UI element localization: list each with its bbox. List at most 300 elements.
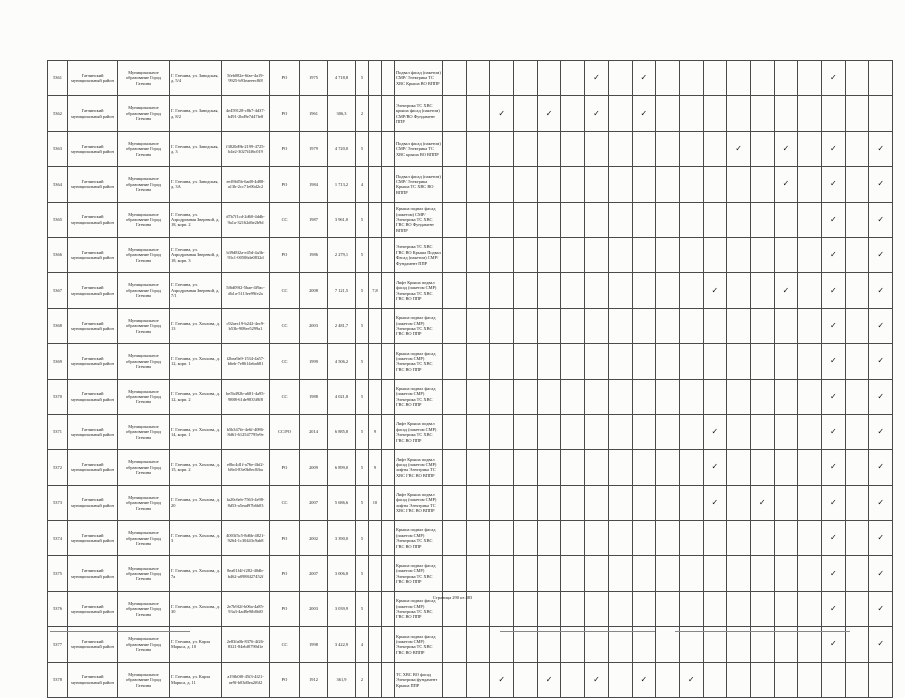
empty-cell: [727, 414, 751, 449]
lift-count-cell: [369, 61, 382, 96]
area-cell: 7 121,5: [328, 273, 356, 308]
empty-cell: [750, 379, 774, 414]
works-cell: Лифт Крыша подвал фасад (пакетом СМР) Электрика ТС ХВС ГВС ВО ППР: [395, 273, 443, 308]
address-cell: Г. Гатчина, ул. Хохлова, д. 3: [170, 521, 222, 556]
check-mark-icon: ✓: [829, 73, 837, 83]
empty-cell: [514, 237, 538, 272]
owner-cell: Муниципальное образование Город Гатчина: [118, 344, 170, 379]
empty-cell: [466, 273, 490, 308]
district-cell: Гатчинский муниципальный район: [68, 273, 118, 308]
works-cell: Подвал фасад (пакетом) СМР/ Электрика Крыша ТС ХВС ВО ВППР: [395, 167, 443, 202]
empty-cell: [727, 237, 751, 272]
check-mark-icon: ✓: [877, 497, 885, 507]
floors-cell: 4: [356, 167, 369, 202]
empty-cell: [798, 167, 822, 202]
check-cell: [869, 627, 893, 662]
check-cell: [585, 96, 609, 131]
empty-cell: [561, 379, 585, 414]
check-mark-icon: ✓: [640, 674, 648, 684]
check-mark-icon: ✓: [640, 73, 648, 83]
wall-material-cell: СС: [270, 627, 300, 662]
bottom-rule-right: [675, 631, 850, 632]
check-mark-icon: ✓: [498, 674, 506, 684]
lift-count-cell: [369, 131, 382, 166]
check-mark-icon: ✓: [711, 497, 719, 507]
address-cell: Г. Гатчина, ул. Заводская, д. 3: [170, 131, 222, 166]
district-cell: Гатчинский муниципальный район: [68, 521, 118, 556]
wall-material-cell: РО: [270, 662, 300, 697]
empty-cell: [679, 202, 703, 237]
empty-cell: [656, 308, 680, 343]
empty-cell: [632, 344, 656, 379]
lift-count-cell: 10: [369, 485, 382, 520]
empty-cell: [585, 450, 609, 485]
empty-cell: [537, 556, 561, 591]
empty-cell: [537, 450, 561, 485]
works-cell: Подвал фасад (пакетом) СМР/ Электрика ТС ХВС крыша ВО ВППР: [395, 131, 443, 166]
table-row: [48, 96, 893, 131]
empty-cell: [750, 414, 774, 449]
check-mark-icon: ✓: [782, 285, 790, 295]
check-mark-icon: ✓: [829, 285, 837, 295]
empty-cell: [382, 273, 395, 308]
works-cell: Крыша подвал фасад (пакетом СМР) Электрика ТС ХВС ГВС ВО ВППР: [395, 627, 443, 662]
empty-cell: [727, 521, 751, 556]
empty-cell: [382, 167, 395, 202]
owner-cell: Муниципальное образование Город Гатчина: [118, 273, 170, 308]
guid-cell: b39d8f2a-e45d-4a3b-93c1-00506de0832d: [222, 237, 270, 272]
empty-cell: [466, 96, 490, 131]
empty-cell: [466, 167, 490, 202]
floors-cell: 2: [356, 96, 369, 131]
guid-cell: f2bea9a9-1534-4a57-b6eb-7e8614eba681: [222, 344, 270, 379]
build-year-cell: 1986: [300, 237, 328, 272]
empty-cell: [632, 556, 656, 591]
check-mark-icon: ✓: [877, 604, 885, 614]
empty-cell: [514, 273, 538, 308]
empty-cell: [443, 273, 467, 308]
empty-cell: [466, 414, 490, 449]
area-cell: 306,3: [328, 96, 356, 131]
empty-cell: [537, 627, 561, 662]
empty-cell: [774, 237, 798, 272]
build-year-cell: 2002: [300, 521, 328, 556]
lift-count-cell: 9: [369, 450, 382, 485]
check-mark-icon: ✓: [829, 250, 837, 260]
lift-count-cell: [369, 556, 382, 591]
district-cell: Гатчинский муниципальный район: [68, 662, 118, 697]
empty-cell: [869, 61, 893, 96]
empty-cell: [750, 273, 774, 308]
check-mark-icon: ✓: [687, 674, 695, 684]
empty-cell: [561, 662, 585, 697]
check-cell: [822, 237, 846, 272]
check-cell: [869, 556, 893, 591]
row-number: 5373: [48, 485, 68, 520]
wall-material-cell: РО: [270, 521, 300, 556]
row-number: 5368: [48, 308, 68, 343]
guid-cell: f3820d9b-2199-4725-b4e2-3027f4f6c019: [222, 131, 270, 166]
check-mark-icon: ✓: [829, 356, 837, 366]
empty-cell: [537, 521, 561, 556]
wall-material-cell: РО: [270, 591, 300, 626]
empty-cell: [537, 202, 561, 237]
check-cell: [632, 662, 656, 697]
empty-cell: [845, 61, 869, 96]
build-year-cell: 2007: [300, 485, 328, 520]
check-mark-icon: ✓: [877, 143, 885, 153]
district-cell: Гатчинский муниципальный район: [68, 61, 118, 96]
empty-cell: [466, 521, 490, 556]
empty-cell: [679, 96, 703, 131]
empty-cell: [727, 202, 751, 237]
check-cell: [822, 167, 846, 202]
wall-material-cell: РО: [270, 237, 300, 272]
floors-cell: 5: [356, 237, 369, 272]
floors-cell: 5: [356, 485, 369, 520]
empty-cell: [656, 273, 680, 308]
build-year-cell: 1912: [300, 662, 328, 697]
empty-cell: [514, 96, 538, 131]
wall-material-cell: СС: [270, 379, 300, 414]
empty-cell: [537, 237, 561, 272]
area-cell: 2 481,7: [328, 308, 356, 343]
check-mark-icon: ✓: [829, 214, 837, 224]
check-mark-icon: ✓: [829, 568, 837, 578]
empty-cell: [443, 61, 467, 96]
empty-cell: [845, 273, 869, 308]
empty-cell: [774, 379, 798, 414]
floors-cell: 4: [356, 627, 369, 662]
check-cell: [822, 556, 846, 591]
empty-cell: [490, 237, 514, 272]
check-cell: [822, 379, 846, 414]
empty-cell: [632, 414, 656, 449]
check-cell: [822, 308, 846, 343]
empty-cell: [632, 450, 656, 485]
empty-cell: [656, 61, 680, 96]
empty-cell: [514, 414, 538, 449]
empty-cell: [845, 414, 869, 449]
empty-cell: [561, 521, 585, 556]
empty-cell: [466, 450, 490, 485]
table-row: [48, 556, 893, 591]
empty-cell: [537, 308, 561, 343]
owner-cell: Муниципальное образование Город Гатчина: [118, 237, 170, 272]
empty-cell: [679, 61, 703, 96]
owner-cell: Муниципальное образование Город Гатчина: [118, 61, 170, 96]
empty-cell: [822, 662, 846, 697]
empty-cell: [679, 485, 703, 520]
district-cell: Гатчинский муниципальный район: [68, 485, 118, 520]
empty-cell: [585, 379, 609, 414]
check-cell: [632, 61, 656, 96]
build-year-cell: 1998: [300, 627, 328, 662]
check-cell: [822, 450, 846, 485]
check-mark-icon: ✓: [593, 108, 600, 118]
table-row: [48, 344, 893, 379]
empty-cell: [632, 521, 656, 556]
row-number: 5369: [48, 344, 68, 379]
empty-cell: [608, 521, 632, 556]
check-mark-icon: ✓: [829, 320, 837, 330]
district-cell: Гатчинский муниципальный район: [68, 237, 118, 272]
empty-cell: [845, 308, 869, 343]
empty-cell: [798, 202, 822, 237]
owner-cell: Муниципальное образование Город Гатчина: [118, 414, 170, 449]
build-year-cell: 2009: [300, 450, 328, 485]
wall-material-cell: РО: [270, 556, 300, 591]
check-mark-icon: ✓: [877, 533, 885, 543]
empty-cell: [727, 485, 751, 520]
floors-cell: 5: [356, 414, 369, 449]
district-cell: Гатчинский муниципальный район: [68, 591, 118, 626]
build-year-cell: 2007: [300, 556, 328, 591]
check-mark-icon: ✓: [829, 143, 837, 153]
empty-cell: [490, 61, 514, 96]
empty-cell: [774, 202, 798, 237]
empty-cell: [382, 96, 395, 131]
check-cell: [822, 202, 846, 237]
district-cell: Гатчинский муниципальный район: [68, 414, 118, 449]
empty-cell: [798, 414, 822, 449]
check-cell: [632, 96, 656, 131]
empty-cell: [561, 414, 585, 449]
address-cell: Г. Гатчина, ул. Карла Маркса, д. 11: [170, 662, 222, 697]
empty-cell: [774, 627, 798, 662]
table-row: [48, 414, 893, 449]
area-cell: 4 720,0: [328, 131, 356, 166]
address-cell: Г. Гатчина, ул. Хохлова, д. 7а: [170, 556, 222, 591]
wall-material-cell: РО: [270, 131, 300, 166]
empty-cell: [750, 167, 774, 202]
empty-cell: [656, 344, 680, 379]
check-mark-icon: ✓: [545, 108, 553, 118]
empty-cell: [845, 627, 869, 662]
works-cell: Крыша подвал фасад (пакетом СМР) Электрика ТС ХВС ГВС ВО ППР: [395, 521, 443, 556]
empty-cell: [798, 61, 822, 96]
empty-cell: [798, 521, 822, 556]
check-cell: [703, 414, 727, 449]
wall-material-cell: СС: [270, 273, 300, 308]
guid-cell: 4e459128-c8b7-4d37-b491-2bd9e7d47fe8: [222, 96, 270, 131]
check-cell: [869, 450, 893, 485]
empty-cell: [514, 202, 538, 237]
area-cell: 1 713,2: [328, 167, 356, 202]
wall-material-cell: РО: [270, 450, 300, 485]
district-cell: Гатчинский муниципальный район: [68, 556, 118, 591]
empty-cell: [490, 450, 514, 485]
build-year-cell: 1979: [300, 131, 328, 166]
check-mark-icon: ✓: [640, 108, 648, 118]
check-cell: [490, 96, 514, 131]
owner-cell: Муниципальное образование Город Гатчина: [118, 379, 170, 414]
check-cell: [822, 61, 846, 96]
empty-cell: [845, 662, 869, 697]
row-number: 5378: [48, 662, 68, 697]
area-cell: 3 039,9: [328, 591, 356, 626]
empty-cell: [632, 202, 656, 237]
works-cell: Крыша подвал фасад (пакетом СМР) Электрика ТС ХВС ГВС ВО ППР: [395, 556, 443, 591]
row-number: 5361: [48, 61, 68, 96]
wall-material-cell: РО: [270, 167, 300, 202]
check-cell: [679, 662, 703, 697]
empty-cell: [561, 556, 585, 591]
check-mark-icon: ✓: [877, 356, 885, 366]
empty-cell: [679, 556, 703, 591]
empty-cell: [774, 414, 798, 449]
address-cell: Г. Гатчина, ул. Аэродромная Зверевой, д. 18, корп. 2: [170, 202, 222, 237]
bottom-rule-middle: [500, 631, 655, 632]
check-mark-icon: ✓: [829, 639, 837, 649]
check-mark-icon: ✓: [877, 462, 885, 472]
empty-cell: [632, 485, 656, 520]
check-cell: [822, 521, 846, 556]
wall-material-cell: СС: [270, 202, 300, 237]
empty-cell: [703, 556, 727, 591]
empty-cell: [822, 96, 846, 131]
empty-cell: [632, 379, 656, 414]
guid-cell: 5f6d09f2-5bae-4f9ac-db1a-5113ee99fe2a: [222, 273, 270, 308]
guid-cell: b5b347fe-4e6f-4086-8d61-612547795e9e: [222, 414, 270, 449]
row-number: 5376: [48, 591, 68, 626]
lift-count-cell: [369, 379, 382, 414]
guid-cell: d7b7f1cd-2d60-4ddb-9a1a-32162d6e2b9d: [222, 202, 270, 237]
check-mark-icon: ✓: [711, 462, 719, 472]
empty-cell: [750, 61, 774, 96]
check-cell: [822, 344, 846, 379]
check-cell: [822, 273, 846, 308]
district-cell: Гатчинский муниципальный район: [68, 379, 118, 414]
empty-cell: [774, 61, 798, 96]
check-cell: [822, 627, 846, 662]
empty-cell: [514, 627, 538, 662]
wall-material-cell: СС/РО: [270, 414, 300, 449]
empty-cell: [608, 308, 632, 343]
row-number: 5375: [48, 556, 68, 591]
empty-cell: [466, 308, 490, 343]
lift-count-cell: 9: [369, 414, 382, 449]
row-number: 5367: [48, 273, 68, 308]
row-number: 5364: [48, 167, 68, 202]
check-cell: [774, 167, 798, 202]
empty-cell: [703, 308, 727, 343]
empty-cell: [798, 662, 822, 697]
empty-cell: [656, 662, 680, 697]
guid-cell: fa20c6eb-7563-4e98-8d53-a5ead97b6b03: [222, 485, 270, 520]
floors-cell: 5: [356, 273, 369, 308]
empty-cell: [679, 308, 703, 343]
empty-cell: [727, 662, 751, 697]
check-cell: [869, 485, 893, 520]
empty-cell: [514, 167, 538, 202]
empty-cell: [382, 308, 395, 343]
area-cell: 361,9: [328, 662, 356, 697]
address-cell: Г. Гатчина, ул. Аэродромная Зверевой, д. 7/1: [170, 273, 222, 308]
table-row: [48, 61, 893, 96]
check-cell: [869, 202, 893, 237]
empty-cell: [466, 237, 490, 272]
empty-cell: [537, 273, 561, 308]
empty-cell: [703, 167, 727, 202]
empty-cell: [679, 167, 703, 202]
empty-cell: [679, 344, 703, 379]
table-row: [48, 308, 893, 343]
check-cell: [869, 521, 893, 556]
empty-cell: [798, 96, 822, 131]
empty-cell: [632, 237, 656, 272]
empty-cell: [490, 556, 514, 591]
empty-cell: [466, 627, 490, 662]
table-row: [48, 237, 893, 272]
table-row: [48, 485, 893, 520]
build-year-cell: 1984: [300, 167, 328, 202]
owner-cell: Муниципальное образование Город Гатчина: [118, 591, 170, 626]
check-mark-icon: ✓: [545, 674, 553, 684]
district-cell: Гатчинский муниципальный район: [68, 167, 118, 202]
empty-cell: [585, 521, 609, 556]
empty-cell: [561, 202, 585, 237]
build-year-cell: 2008: [300, 273, 328, 308]
empty-cell: [561, 96, 585, 131]
empty-cell: [727, 344, 751, 379]
owner-cell: Муниципальное образование Город Гатчина: [118, 96, 170, 131]
area-cell: 3 390,0: [328, 521, 356, 556]
empty-cell: [490, 379, 514, 414]
works-cell: Лифт Крыша подвал фасад (пакетом СМР) лифты Электрика ТС ХВС ГВС ВО ВППР: [395, 485, 443, 520]
check-mark-icon: ✓: [877, 320, 885, 330]
guid-cell: a19fb0f0-45f3-4f21-ae9f-b03d0ea2f6f2: [222, 662, 270, 697]
empty-cell: [869, 662, 893, 697]
empty-cell: [727, 379, 751, 414]
empty-cell: [750, 96, 774, 131]
empty-cell: [703, 96, 727, 131]
check-cell: [750, 485, 774, 520]
empty-cell: [514, 450, 538, 485]
guid-cell: 4003f5c5-8d6b-4821-9264-1c30443c9ab8: [222, 521, 270, 556]
empty-cell: [382, 556, 395, 591]
empty-cell: [656, 237, 680, 272]
empty-cell: [727, 167, 751, 202]
empty-cell: [585, 556, 609, 591]
check-mark-icon: ✓: [877, 285, 885, 295]
works-cell: Подвал фасад (пакетом) СМР/ Электрика ТС ХВС Крыша ВО ВППР: [395, 61, 443, 96]
check-mark-icon: ✓: [735, 143, 742, 153]
empty-cell: [750, 627, 774, 662]
area-cell: 5 686,6: [328, 485, 356, 520]
empty-cell: [585, 237, 609, 272]
register-table: [47, 60, 893, 698]
lift-count-cell: [369, 662, 382, 697]
lift-count-cell: 7,8: [369, 273, 382, 308]
empty-cell: [679, 450, 703, 485]
empty-cell: [727, 273, 751, 308]
wall-material-cell: СС: [270, 344, 300, 379]
table-row: [48, 202, 893, 237]
empty-cell: [382, 131, 395, 166]
check-cell: [774, 131, 798, 166]
empty-cell: [727, 61, 751, 96]
check-mark-icon: ✓: [877, 568, 885, 578]
empty-cell: [537, 485, 561, 520]
works-cell: ТС ХВС ВО фасад Электрика фундамент Крыша ППР: [395, 662, 443, 697]
empty-cell: [656, 167, 680, 202]
empty-cell: [443, 627, 467, 662]
empty-cell: [845, 202, 869, 237]
empty-cell: [679, 414, 703, 449]
empty-cell: [466, 662, 490, 697]
floors-cell: 5: [356, 131, 369, 166]
